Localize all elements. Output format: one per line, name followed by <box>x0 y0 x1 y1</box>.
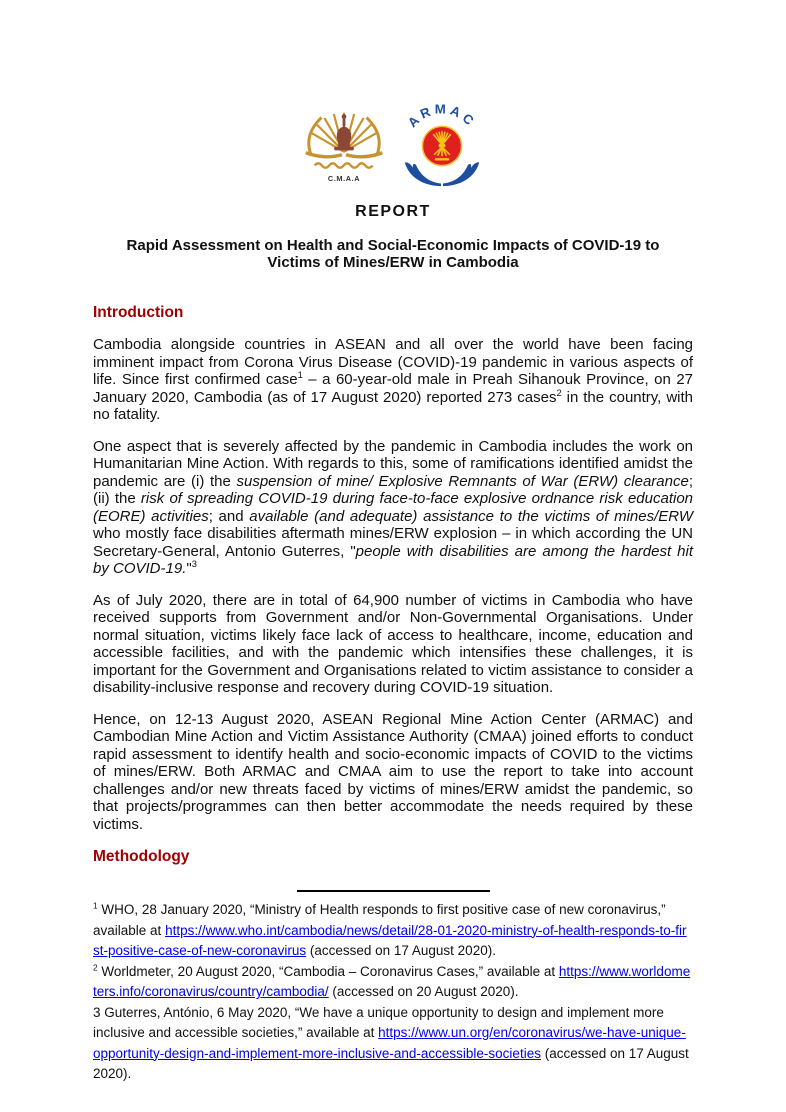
footnote-1-text-after: (accessed on 17 August 2020). <box>306 943 496 958</box>
text-run: Hence, on 12-13 August 2020, ASEAN Regional Mine Action Center (ARMAC) and Cambodian Mine Action and Victim Assistance Authority (CMAA) joined efforts to conduct rapid assessment to identify health and socio-economic impacts of COVID to the victims of mines/ERW. Both ARMAC and CMAA aim to use the report to take into account challenges and/or new threats faced by victims of mines/ERW amidst the pandemic, so that projects/programmes can then better accommodate the needs required by these victims. <box>93 710 693 833</box>
text-run: As of July 2020, there are in total of 64,900 number of victims in Cambodia who have received supports from Government and/or Non-Governmental Organisations. Under normal situation, victims likely face lack of access to healthcare, income, education and accessible facilities, and with the pandemic which intensifies these challenges, it is important for the Government and Organisations related to victim assistance to consider a disability-inclusive response and recovery during COVID-19 situation. <box>93 591 693 696</box>
text-run: people with disabilities are among the hardest hit by COVID-19. <box>93 542 693 577</box>
text-run: in the country, with no fatality. <box>93 388 693 423</box>
text-run: who mostly face disabilities aftermath mines/ERW explosion – in which according the UN Secretary-General, Antonio Guterres, " <box>93 525 693 560</box>
text-run: ; and <box>208 507 250 525</box>
text-run: Cambodia alongside countries in ASEAN and all over the world have been facing imminent impact from Corona Virus Disease (COVID)-19 pandemic in various aspects of life. Since first confirmed case <box>93 336 693 388</box>
intro-paragraph-2 <box>93 438 693 578</box>
text-run: risk of spreading COVID-19 during face-to-face explosive ordnance risk education (EORE) activities <box>93 490 694 525</box>
footnote-separator <box>297 890 490 892</box>
footnotes-block <box>93 900 693 1085</box>
footnote-3-marker: 3 <box>93 1004 101 1020</box>
text-run: – a 60-year-old male in Preah Sihanouk Province, on 27 January 2020, Cambodia (as of 17 August 2020) reported 273 cases <box>93 371 694 406</box>
footnote-2-text-after: (accessed on 20 August 2020). <box>328 984 519 999</box>
section-heading-introduction: Introduction <box>93 304 184 321</box>
footnote-1-link[interactable]: https://www.who.int/cambodia/news/detail/28-01-2020-ministry-of-health-responds-to-first-positive-case-of-new-coronavirus <box>93 922 687 958</box>
report-subtitle: Rapid Assessment on Health and Social-Economic Impacts of COVID-19 to Victims of Mines/ERW in Cambodia <box>126 237 660 271</box>
logo-row <box>93 95 693 191</box>
cmaa-logo-icon <box>300 95 388 191</box>
armac-band-icon <box>439 144 446 147</box>
footnote-1-marker: 1 <box>93 900 98 911</box>
footnote-ref: 1 <box>297 370 303 380</box>
footnote-3-text-after: (accessed on 17 August 2020). <box>93 1045 689 1081</box>
footnote-2-link[interactable]: https://www.worldometers.info/coronavirus/country/cambodia/ <box>93 963 691 999</box>
footnote-3 <box>93 1003 693 1085</box>
footnote-ref: 2 <box>556 387 562 398</box>
text-run: available (and adequate) assistance to the victims of mines/ERW <box>249 507 693 525</box>
cmaa-caption: C.M.A.A <box>327 174 361 184</box>
text-run: suspension of mine/ Explosive Remnants of War (ERW) clearance <box>236 472 689 490</box>
footnote-2-text-before: Worldmeter, 20 August 2020, “Cambodia – Coronavirus Cases,” available at <box>97 963 559 979</box>
footnote-1 <box>93 900 693 962</box>
footnote-3-text-before: Guterres, António, 6 May 2020, “We have a unique opportunity to design and implement more inclusive and accessible societies,” available at <box>93 1004 664 1040</box>
intro-paragraph-3 <box>93 592 693 697</box>
footnote-1-text-before: WHO, 28 January 2020, “Ministry of Health responds to first positive case of new coronavirus,” available at <box>93 902 666 938</box>
text-run: " <box>186 560 192 577</box>
section-heading-methodology: Methodology <box>93 848 190 865</box>
armac-arc-text: ARMAC <box>404 101 480 131</box>
report-title: REPORT <box>355 203 431 220</box>
text-run: ; (ii) the <box>93 472 693 507</box>
footnote-ref: 3 <box>191 559 197 569</box>
intro-paragraph-1 <box>93 336 693 424</box>
text-run: One aspect that is severely affected by the pandemic in Cambodia includes the work on Humanitarian Mine Action. With regards to this, some of ramifications identified amidst the pandemic are (i) the <box>93 437 693 490</box>
footnote-2-marker: 2 <box>93 962 98 972</box>
cmaa-khmer-script-icon <box>315 163 373 167</box>
armac-wordmark-icon <box>435 158 450 160</box>
armac-logo-icon <box>398 95 486 191</box>
intro-paragraph-4 <box>93 711 693 834</box>
footnote-3-link[interactable]: https://www.un.org/en/coronavirus/we-have-unique-opportunity-design-and-implement-more-inclusive-and-accessible-societies <box>93 1025 686 1061</box>
footnote-2 <box>93 962 693 1003</box>
